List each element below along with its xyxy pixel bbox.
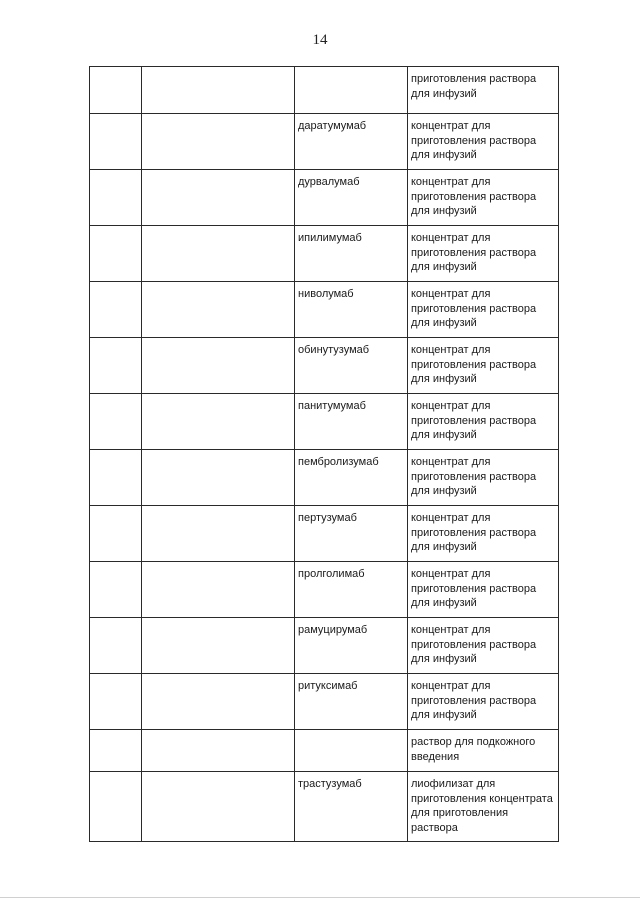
page-number: 14 bbox=[312, 32, 328, 48]
dosage-form-cell: концентрат для приготовления раствора для инфузий bbox=[408, 450, 559, 506]
drug-name-cell: пролголимаб bbox=[295, 562, 408, 618]
drug-name-cell: обинутузумаб bbox=[295, 338, 408, 394]
dosage-form-cell: концентрат для приготовления раствора для инфузий bbox=[408, 226, 559, 282]
row-group-cell bbox=[142, 67, 295, 114]
row-group-cell bbox=[142, 170, 295, 226]
dosage-form-cell: концентрат для приготовления раствора для инфузий bbox=[408, 282, 559, 338]
row-code-cell bbox=[90, 114, 142, 170]
row-code-cell bbox=[90, 394, 142, 450]
drug-name-cell: пембролизумаб bbox=[295, 450, 408, 506]
row-code-cell bbox=[90, 772, 142, 842]
table-row bbox=[90, 730, 559, 772]
dosage-form-cell: концентрат для приготовления раствора для инфузий bbox=[408, 618, 559, 674]
dosage-form-cell: концентрат для приготовления раствора для инфузий bbox=[408, 562, 559, 618]
row-code-cell bbox=[90, 282, 142, 338]
drug-name-cell bbox=[295, 730, 408, 772]
row-code-cell bbox=[90, 338, 142, 394]
scan-edge-divider bbox=[0, 897, 640, 898]
row-code-cell bbox=[90, 730, 142, 772]
drug-name-cell: рамуцирумаб bbox=[295, 618, 408, 674]
row-group-cell bbox=[142, 282, 295, 338]
drug-name-cell: ритуксимаб bbox=[295, 674, 408, 730]
table-row bbox=[90, 282, 559, 338]
dosage-form-cell: концентрат для приготовления раствора для инфузий bbox=[408, 114, 559, 170]
dosage-form-cell: приготовления раствора для инфузий bbox=[408, 67, 559, 114]
drug-name-cell: даратумумаб bbox=[295, 114, 408, 170]
dosage-form-cell: концентрат для приготовления раствора для инфузий bbox=[408, 170, 559, 226]
drug-name-cell: панитумумаб bbox=[295, 394, 408, 450]
row-group-cell bbox=[142, 730, 295, 772]
row-group-cell bbox=[142, 618, 295, 674]
row-code-cell bbox=[90, 674, 142, 730]
drug-table bbox=[89, 66, 559, 842]
row-group-cell bbox=[142, 562, 295, 618]
row-code-cell bbox=[90, 226, 142, 282]
drug-name-cell bbox=[295, 67, 408, 114]
drug-name-cell: трастузумаб bbox=[295, 772, 408, 842]
row-code-cell bbox=[90, 618, 142, 674]
drug-name-cell: ниволумаб bbox=[295, 282, 408, 338]
row-group-cell bbox=[142, 114, 295, 170]
dosage-form-cell: раствор для подкожного введения bbox=[408, 730, 559, 772]
dosage-form-cell: концентрат для приготовления раствора для инфузий bbox=[408, 674, 559, 730]
row-group-cell bbox=[142, 226, 295, 282]
table-row bbox=[90, 338, 559, 394]
row-group-cell bbox=[142, 450, 295, 506]
drug-name-cell: пертузумаб bbox=[295, 506, 408, 562]
dosage-form-cell: лиофилизат для приготовления концентрата для приготовления раствора bbox=[408, 772, 559, 842]
table-row bbox=[90, 170, 559, 226]
row-code-cell bbox=[90, 450, 142, 506]
dosage-form-cell: концентрат для приготовления раствора для инфузий bbox=[408, 506, 559, 562]
row-group-cell bbox=[142, 394, 295, 450]
table-row bbox=[90, 450, 559, 506]
table-row bbox=[90, 506, 559, 562]
table-row bbox=[90, 226, 559, 282]
table-row bbox=[90, 674, 559, 730]
dosage-form-cell: концентрат для приготовления раствора для инфузий bbox=[408, 338, 559, 394]
row-code-cell bbox=[90, 506, 142, 562]
drug-name-cell: ипилимумаб bbox=[295, 226, 408, 282]
row-code-cell bbox=[90, 562, 142, 618]
row-group-cell bbox=[142, 338, 295, 394]
row-code-cell bbox=[90, 170, 142, 226]
table-row bbox=[90, 618, 559, 674]
table-row bbox=[90, 114, 559, 170]
table-row bbox=[90, 562, 559, 618]
row-group-cell bbox=[142, 772, 295, 842]
table-row bbox=[90, 67, 559, 114]
row-group-cell bbox=[142, 506, 295, 562]
row-code-cell bbox=[90, 67, 142, 114]
row-group-cell bbox=[142, 674, 295, 730]
table-row bbox=[90, 772, 559, 842]
drug-name-cell: дурвалумаб bbox=[295, 170, 408, 226]
table-row bbox=[90, 394, 559, 450]
dosage-form-cell: концентрат для приготовления раствора для инфузий bbox=[408, 394, 559, 450]
